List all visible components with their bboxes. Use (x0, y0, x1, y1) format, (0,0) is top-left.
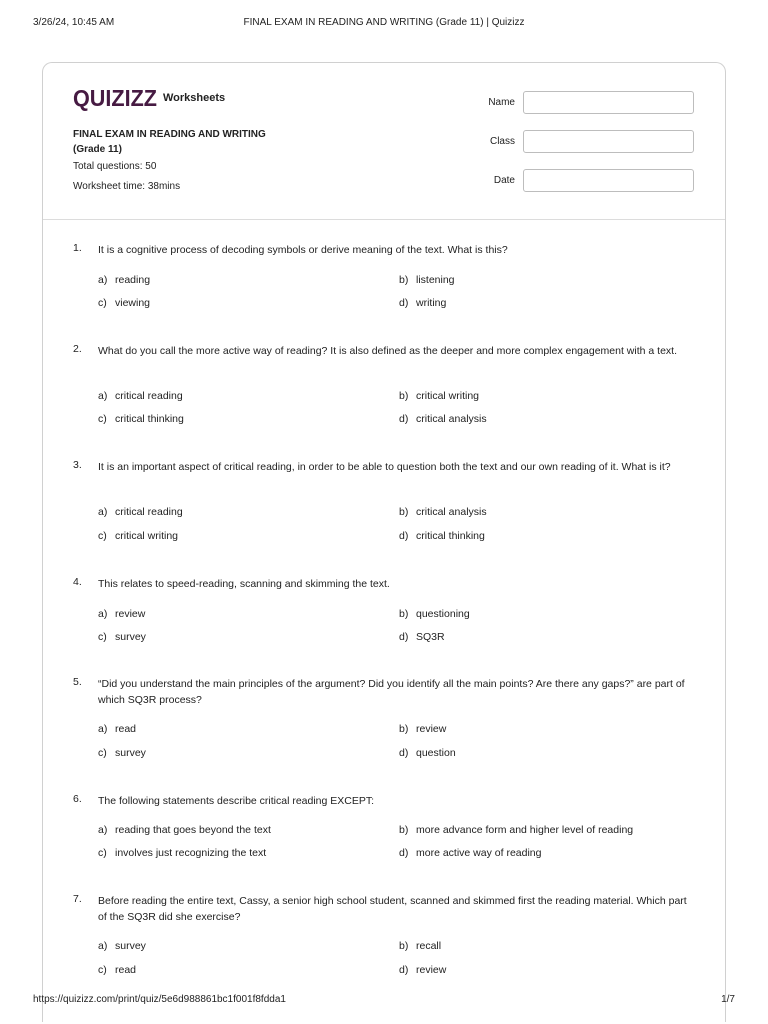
option-d: d) critical analysis (399, 413, 487, 425)
option-b: b) review (399, 723, 447, 735)
total-questions: Total questions: 50 (73, 161, 157, 172)
quizizz-logo-text: QUIZIZZ (73, 85, 157, 111)
question-text: This relates to speed-reading, scanning and skimming the text. (98, 578, 390, 590)
name-field[interactable] (523, 91, 694, 114)
brand (73, 85, 225, 111)
print-url: https://quizizz.com/print/quiz/5e6d988861bc1f001f8fdda1 (33, 994, 286, 1005)
option-c: c) viewing (98, 297, 151, 309)
print-datetime: 3/26/24, 10:45 AM (33, 17, 115, 28)
question-text: What do you call the more active way of reading? It is also defined as the deeper and more complex engagement with a text. (98, 345, 677, 357)
option-b: b) listening (399, 274, 455, 286)
option-b: b) questioning (399, 608, 470, 620)
option-a: a) reading that goes beyond the text (98, 824, 271, 836)
option-d: d) critical thinking (399, 530, 485, 542)
brand-suffix: Worksheets (163, 92, 226, 104)
print-header (33, 17, 735, 31)
question-text: It is an important aspect of critical reading, in order to be able to question both the text and our own reading of it. What is it? (98, 461, 671, 473)
question-number: 2. (73, 343, 82, 355)
question-text: Before reading the entire text, Cassy, a senior high school student, scanned and skimmed first the reading material. Which part of the SQ3R did she exercise? (98, 895, 687, 923)
date-label: Date (493, 175, 515, 186)
print-footer (33, 994, 735, 1008)
option-b: b) recall (399, 940, 442, 952)
question-number: 6. (73, 793, 82, 805)
option-c: c) critical writing (98, 530, 179, 542)
worksheet-title-line1: FINAL EXAM IN READING AND WRITING (73, 129, 266, 140)
quizizz-logo (73, 85, 157, 111)
worksheet-title (73, 127, 333, 157)
question-number: 4. (73, 576, 82, 588)
option-d: d) question (399, 747, 456, 759)
option-d: d) SQ3R (399, 631, 445, 643)
question-number: 7. (73, 893, 82, 905)
option-c: c) critical thinking (98, 413, 184, 425)
option-b: b) critical analysis (399, 506, 487, 518)
option-d: d) more active way of reading (399, 847, 542, 859)
question-number: 5. (73, 676, 82, 688)
worksheet-title-line2: (Grade 11) (73, 144, 122, 155)
option-c: c) involves just recognizing the text (98, 847, 267, 859)
option-a: a) critical reading (98, 506, 183, 518)
worksheet-header (43, 63, 725, 220)
option-c: c) survey (98, 747, 146, 759)
print-page-title: FINAL EXAM IN READING AND WRITING (Grade 11) | Quizizz (243, 17, 525, 28)
question-number: 3. (73, 459, 82, 471)
class-field[interactable] (523, 130, 694, 153)
option-a: a) survey (98, 940, 146, 952)
question-text: It is a cognitive process of decoding symbols or derive meaning of the text. What is this? (98, 244, 508, 256)
option-c: c) survey (98, 631, 146, 643)
date-field[interactable] (523, 169, 694, 192)
option-a: a) read (98, 723, 137, 735)
class-label: Class (489, 136, 515, 147)
page-number: 1/7 (721, 994, 735, 1005)
option-a: a) reading (98, 274, 151, 286)
option-c: c) read (98, 964, 137, 976)
name-label: Name (488, 97, 515, 108)
option-d: d) review (399, 964, 447, 976)
option-a: a) review (98, 608, 146, 620)
question-number: 1. (73, 242, 82, 254)
option-b: b) critical writing (399, 390, 480, 402)
worksheet-sheet (42, 62, 726, 1022)
question-text: The following statements describe critical reading EXCEPT: (98, 795, 375, 807)
worksheet-time: Worksheet time: 38mins (73, 181, 181, 192)
question-text: “Did you understand the main principles of the argument? Did you identify all the main points? Are there any gaps?” are part of which SQ3R process? (98, 678, 685, 706)
option-a: a) critical reading (98, 390, 183, 402)
option-d: d) writing (399, 297, 447, 309)
option-b: b) more advance form and higher level of reading (399, 824, 634, 836)
